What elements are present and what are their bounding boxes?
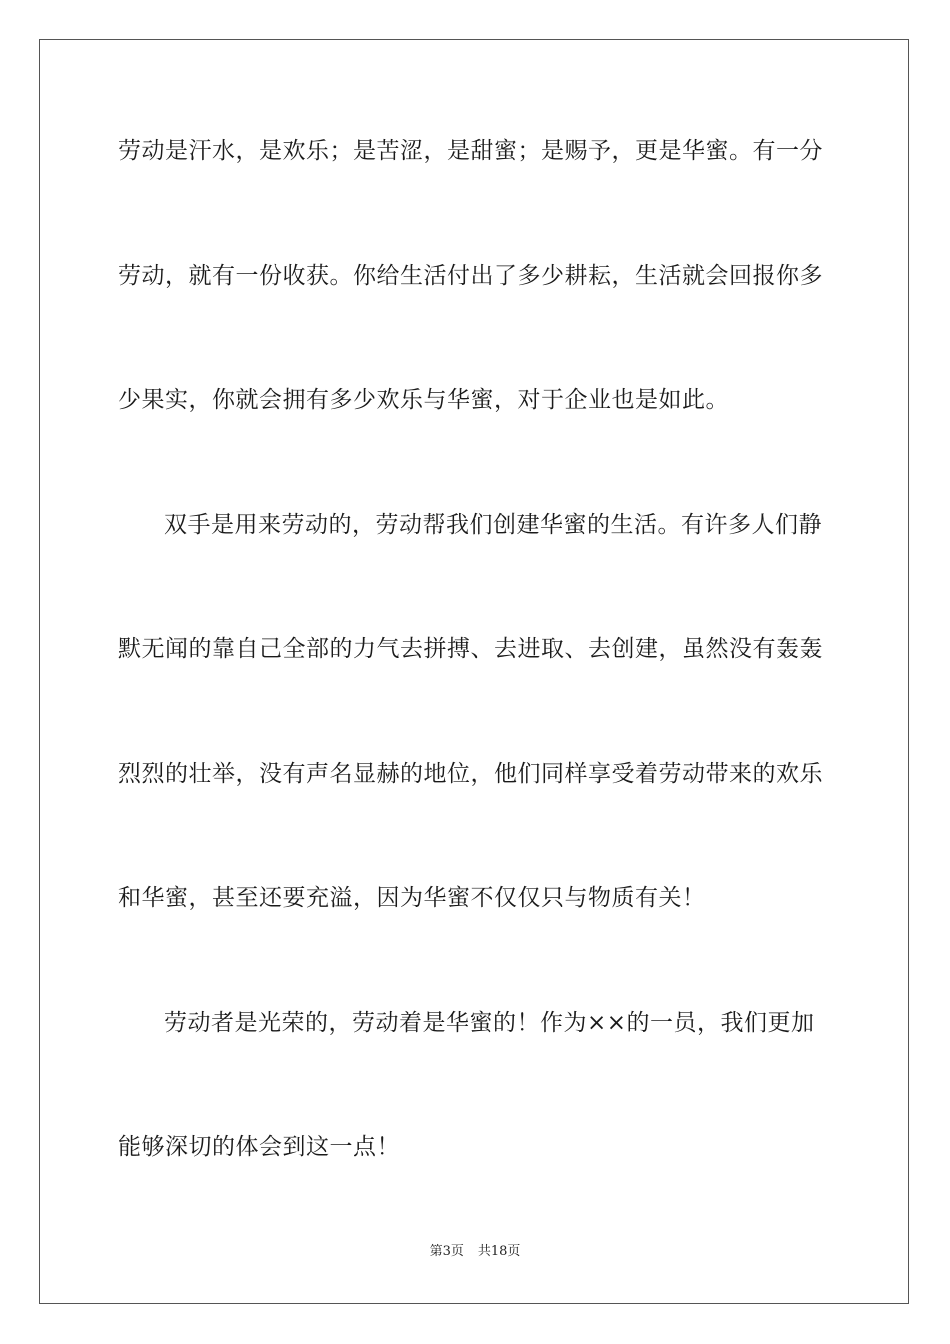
paragraph-3-line-1: 劳动者是光荣的，劳动着是华蜜的！作为××的一员，我们更加: [164, 1010, 815, 1036]
paragraph-2-line-2: 默无闻的靠自己全部的力气去拼搏、去进取、去创建，虽然没有轰轰: [118, 636, 823, 662]
current-page-number: 第3页: [429, 1244, 464, 1259]
page-footer: [0, 1243, 950, 1261]
paragraph-1-line-2: 劳动，就有一份收获。你给生活付出了多少耕耘，生活就会回报你多: [118, 263, 823, 289]
paragraph-2-line-3: 烈烈的壮举，没有声名显赫的地位，他们同样享受着劳动带来的欢乐: [118, 761, 823, 787]
paragraph-2-line-1: 双手是用来劳动的，劳动帮我们创建华蜜的生活。有许多人们静: [164, 512, 822, 538]
paragraph-3-line-2: 能够深切的体会到这一点！: [118, 1134, 400, 1160]
paragraph-1-line-1: 劳动是汗水，是欢乐；是苦涩，是甜蜜；是赐予，更是华蜜。有一分: [118, 138, 823, 164]
page-border: [39, 39, 909, 1304]
paragraph-1-line-3: 少果实，你就会拥有多少欢乐与华蜜，对于企业也是如此。: [118, 387, 729, 413]
total-page-count: 共18页: [477, 1244, 521, 1259]
paragraph-2-line-4: 和华蜜，甚至还要充溢，因为华蜜不仅仅只与物质有关！: [118, 885, 706, 911]
